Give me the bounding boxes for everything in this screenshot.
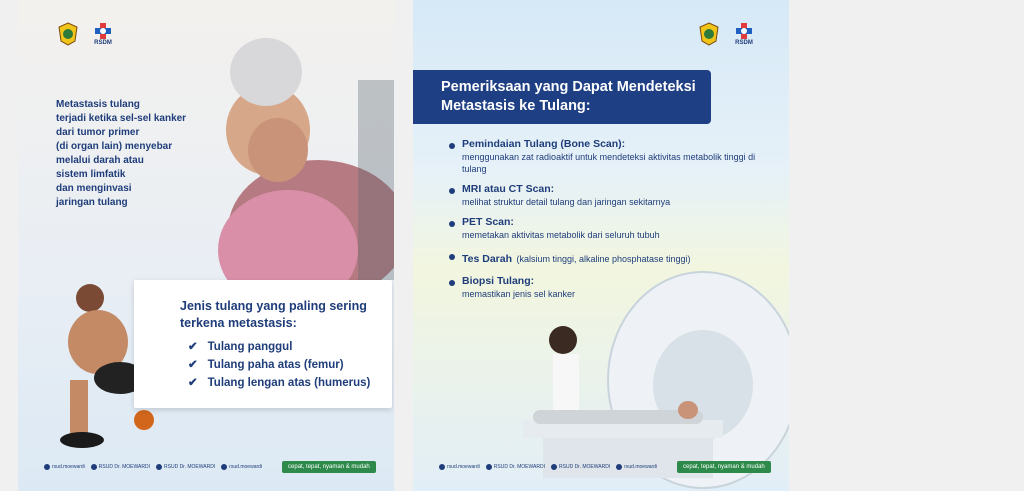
bones-list bbox=[188, 338, 370, 392]
poster-left bbox=[18, 0, 394, 491]
bones-title: Jenis tulang yang paling sering terkena metastasis: bbox=[180, 299, 367, 330]
bones-card bbox=[134, 280, 392, 408]
youtube-icon bbox=[156, 464, 162, 470]
bone-label: Tulang paha atas (femur) bbox=[207, 359, 344, 371]
rsdm-logo bbox=[735, 22, 753, 46]
rsdm-emblem-icon bbox=[94, 22, 112, 40]
footer-label: RSUD Dr. MOEWARDI bbox=[98, 464, 151, 470]
facebook-icon bbox=[486, 464, 492, 470]
tagline-badge: cepat, tepat, nyaman & mudah bbox=[677, 461, 771, 473]
list-item bbox=[188, 338, 370, 356]
youtube-handle[interactable] bbox=[156, 464, 215, 470]
list-item bbox=[449, 216, 769, 241]
footer bbox=[44, 461, 376, 473]
poster-right bbox=[413, 0, 789, 491]
list-item bbox=[449, 249, 769, 267]
instagram-handle[interactable] bbox=[439, 464, 480, 470]
footer-label: RSUD Dr. MOEWARDI bbox=[164, 464, 216, 470]
check-icon: ✔ bbox=[188, 341, 198, 353]
exam-desc: (kalsium tinggi, alkaline phosphatase tinggi) bbox=[516, 254, 691, 264]
footer-label: RSUD Dr. MOEWARDI bbox=[559, 464, 611, 470]
definition-line: sistem limfatik bbox=[56, 169, 126, 180]
header-logos bbox=[697, 22, 753, 46]
definition-line: terjadi ketika sel-sel kanker bbox=[56, 113, 187, 124]
footer bbox=[439, 461, 771, 473]
bone-label: Tulang lengan atas (humerus) bbox=[207, 377, 371, 389]
exam-list bbox=[449, 138, 769, 308]
youtube-handle[interactable] bbox=[551, 464, 610, 470]
tiktok-icon bbox=[616, 464, 622, 470]
exam-name: PET Scan: bbox=[462, 216, 514, 228]
rsdm-emblem-icon bbox=[735, 22, 753, 40]
list-item bbox=[188, 374, 370, 392]
exam-name: Tes Darah bbox=[462, 253, 512, 265]
exam-desc: melihat struktur detail tulang dan jaringan sekitarnya bbox=[462, 197, 671, 207]
province-emblem-icon bbox=[697, 22, 721, 46]
tiktok-handle[interactable] bbox=[221, 464, 262, 470]
definition-line: dan menginvasi bbox=[56, 183, 132, 194]
instagram-icon bbox=[44, 464, 50, 470]
youtube-icon bbox=[551, 464, 557, 470]
tiktok-handle[interactable] bbox=[616, 464, 657, 470]
definition-line: jaringan tulang bbox=[56, 197, 128, 208]
facebook-handle[interactable] bbox=[486, 464, 545, 470]
definition-line: (di organ lain) menyebar bbox=[56, 141, 173, 152]
exam-name: MRI atau CT Scan: bbox=[462, 183, 555, 195]
tiktok-icon bbox=[221, 464, 227, 470]
facebook-icon bbox=[91, 464, 97, 470]
header-logos bbox=[56, 22, 112, 46]
exam-desc: memetakan aktivitas metabolik dari seluruh tubuh bbox=[462, 230, 660, 240]
list-item bbox=[449, 275, 769, 300]
list-item bbox=[188, 356, 370, 374]
province-emblem-icon bbox=[56, 22, 80, 46]
exam-name: Pemindaian Tulang (Bone Scan): bbox=[462, 138, 626, 150]
exam-banner bbox=[413, 70, 711, 124]
facebook-handle[interactable] bbox=[91, 464, 150, 470]
footer-label: rsud.moewardi bbox=[447, 464, 480, 470]
rsdm-logo bbox=[94, 22, 112, 46]
list-item bbox=[449, 138, 769, 175]
rsdm-label: RSDM bbox=[94, 40, 112, 46]
instagram-handle[interactable] bbox=[44, 464, 85, 470]
bone-label: Tulang panggul bbox=[207, 341, 293, 353]
exam-desc: menggunakan zat radioaktif untuk mendeteksi aktivitas metabolik tinggi di tulang bbox=[462, 152, 756, 174]
check-icon: ✔ bbox=[188, 359, 198, 371]
check-icon: ✔ bbox=[188, 377, 198, 389]
footer-label: rsud.moewardi bbox=[624, 464, 658, 470]
definition-line: dari tumor primer bbox=[56, 127, 140, 138]
instagram-icon bbox=[439, 464, 445, 470]
footer-label: rsud.moewardi bbox=[229, 464, 263, 470]
definition-line: melalui darah atau bbox=[56, 155, 144, 166]
definition-line: Metastasis tulang bbox=[56, 99, 140, 110]
footer-label: RSUD Dr. MOEWARDI bbox=[493, 464, 546, 470]
metastasis-definition bbox=[56, 98, 216, 210]
rsdm-label: RSDM bbox=[735, 40, 753, 46]
exam-name: Biopsi Tulang: bbox=[462, 275, 535, 287]
tagline-badge: cepat, tepat, nyaman & mudah bbox=[282, 461, 376, 473]
list-item bbox=[449, 183, 769, 208]
footer-label: rsud.moewardi bbox=[52, 464, 85, 470]
exam-title: Pemeriksaan yang Dapat Mendeteksi Metastasis ke Tulang: bbox=[441, 79, 696, 114]
exam-desc: memastikan jenis sel kanker bbox=[462, 289, 576, 299]
